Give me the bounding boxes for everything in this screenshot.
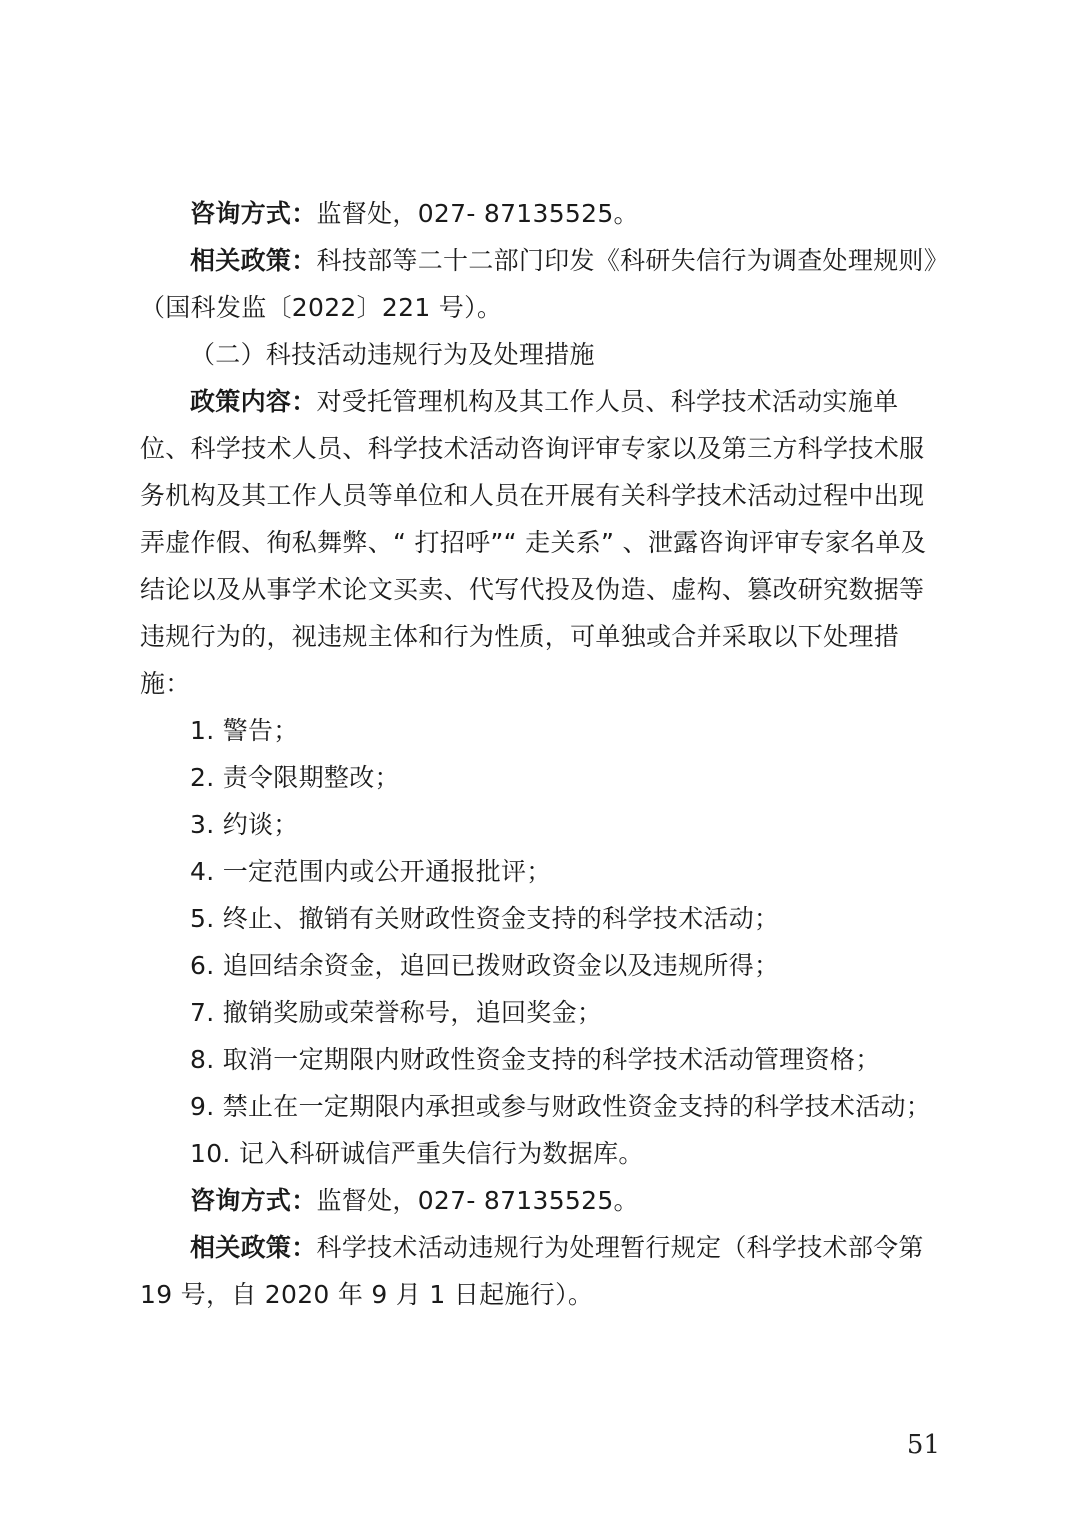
measure-item-8: 8. 取消一定期限内财政性资金支持的科学技术活动管理资格； [190,1045,881,1074]
policy-label-1: 相关政策： [190,246,317,275]
page-number: 51 [906,1430,940,1460]
consult-label-1: 咨询方式： [190,199,317,228]
policy-paragraph-2 [140,1224,940,1318]
measure-item-6: 6. 追回结余资金，追回已拨财政资金以及违规所得； [190,951,780,980]
policy-text-2: 科学技术活动违规行为处理暂行规定（科学技术部令第 19 号，自 2020 年 9 月 1 日起施行）。 [140,1233,924,1309]
measure-item-3: 3. 约谈； [190,810,299,839]
policy-label-2: 相关政策： [190,1233,317,1262]
content-text: 对受托管理机构及其工作人员、科学技术活动实施单位、科学技术人员、科学技术活动咨询评审专家以及第三方科学技术服务机构及其工作人员等单位和人员在开展有关科学技术活动过程中出现弄虚作假、徇私舞弊、“ 打招呼”“ 走关系” 、泄露咨询评审专家名单及结论以及从事学术论文买卖、代写代投及伪造、虚构、篡改研究数据等违规行为的，视违规主体和行为性质，可单独或合并采取以下处理措施： [140,387,927,698]
content-label: 政策内容： [190,387,317,416]
content-paragraph [140,378,940,707]
consult-paragraph-2 [140,1177,940,1224]
measure-item-5: 5. 终止、撤销有关财政性资金支持的科学技术活动； [190,904,780,933]
consult-paragraph-1 [140,190,940,237]
measure-item-4: 4. 一定范围内或公开通报批评； [190,857,552,886]
page-content [140,190,940,1318]
measure-item-9: 9. 禁止在一定期限内承担或参与财政性资金支持的科学技术活动； [190,1092,932,1121]
section-heading: （二）科技活动违规行为及处理措施 [190,340,595,369]
consult-text-2: 监督处，027- 87135525。 [316,1186,639,1215]
measure-item-2: 2. 责令限期整改； [190,763,400,792]
measure-item-10: 10. 记入科研诚信严重失信行为数据库。 [190,1139,644,1168]
policy-paragraph-1 [140,237,940,331]
consult-label-2: 咨询方式： [190,1186,317,1215]
measure-item-1: 1. 警告； [190,716,299,745]
policy-text-1: 科技部等二十二部门印发《科研失信行为调查处理规则》（国科发监〔2022〕221 号）。 [140,246,937,322]
consult-text-1: 监督处，027- 87135525。 [316,199,639,228]
measure-item-7: 7. 撤销奖励或荣誉称号，追回奖金； [190,998,603,1027]
